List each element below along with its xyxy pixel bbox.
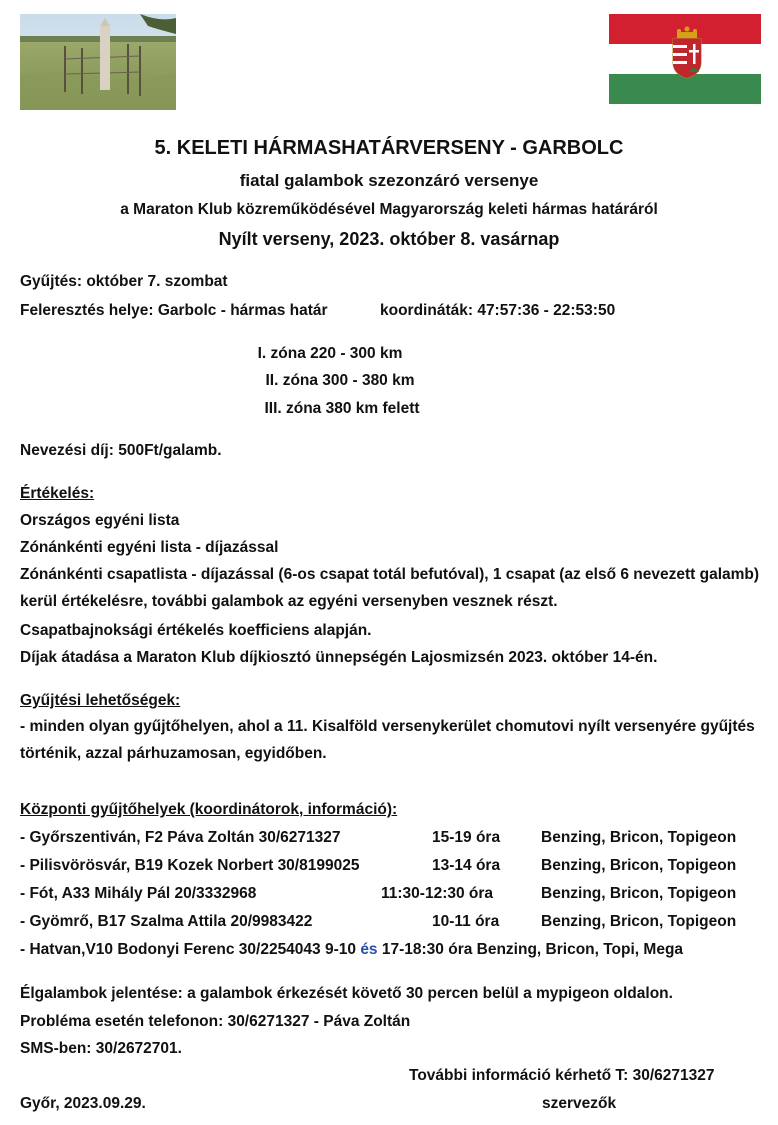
collection-point-time-systems: 17-18:30 óra Benzing, Bricon, Topi, Mega [381,941,684,958]
zone-3: III. zóna 380 km felett [264,400,420,417]
collection-point-place: - Gyömrő, B17 Szalma Attila 20/9983422 [20,913,313,930]
conjunction-text: és [360,941,378,958]
page-title: 5. KELETI HÁRMASHATÁRVERSENY - GARBOLC [154,137,624,159]
coat-of-arms-icon [673,27,701,79]
evaluation-heading: Értékelés: [20,485,95,502]
evaluation-line: Zónánkénti egyéni lista - díjazással [20,539,279,556]
evaluation-line: Zónánkénti csapatlista - díjazással (6-os csapat totál befutóval), 1 csapat (az első 6 nevezett galamb) kerül értékelésre, további galambok az egyéni versenyben vesznek részt. [20,566,760,610]
collection-point-row-hatvan [20,941,683,959]
zone-1: I. zóna 220 - 300 km [257,345,403,362]
collection-date: Gyűjtés: október 7. szombat [20,273,228,290]
organizer-line: a Maraton Klub közreműködésével Magyarország keleti hármas határáról [120,201,658,218]
more-info-phone: További információ kérhető T: 30/6271327 [409,1067,715,1084]
landscape-photo [20,14,176,110]
collection-point-place: - Fót, A33 Mihály Pál 20/3332968 [20,885,257,902]
collection-point-time: 15-19 óra [432,829,501,846]
coordinates: koordináták: 47:57:36 - 22:53:50 [380,302,616,319]
collection-point-systems: Benzing, Bricon, Topigeon [541,885,737,902]
hungarian-flag-icon [609,14,761,104]
collection-point-systems: Benzing, Bricon, Topigeon [541,829,737,846]
collection-point-place: - Győrszentiván, F2 Páva Zoltán 30/6271327 [20,829,341,846]
collection-point-time: 11:30-12:30 óra [381,885,494,902]
organizers-signature: szervezők [542,1095,617,1112]
race-date-line: Nyílt verseny, 2023. október 8. vasárnap [218,229,560,249]
central-points-heading: Központi gyűjtőhelyek (koordinátorok, információ): [20,801,398,818]
zone-2: II. zóna 300 - 380 km [265,372,415,389]
collection-options-heading: Gyűjtési lehetőségek: [20,692,181,709]
problem-phone-line: Probléma esetén telefonon: 30/6271327 - Páva Zoltán [20,1013,411,1030]
collection-point-time: 13-14 óra [432,857,501,874]
flag-green-stripe [609,74,761,104]
collection-point-systems: Benzing, Bricon, Topigeon [541,913,737,930]
evaluation-line: Díjak átadása a Maraton Klub díjkiosztó ünnepségén Lajosmizsén 2023. október 14-én. [20,649,658,666]
collection-point-place: - Hatvan,V10 Bodonyi Ferenc 30/2254043 9-10 [20,941,356,958]
place-date: Győr, 2023.09.29. [20,1095,146,1112]
release-place: Feleresztés helye: Garbolc - hármas határ [20,302,328,319]
collection-point-place: - Pilisvörösvár, B19 Kozek Norbert 30/8199025 [20,857,360,874]
subtitle: fiatal galambok szezonzáró versenye [239,171,539,190]
reporting-line: Élgalambok jelentése: a galambok érkezését követő 30 percen belül a mypigeon oldalon. [20,985,673,1002]
collection-point-time: 10-11 óra [432,913,500,930]
evaluation-line: Csapatbajnoksági értékelés koefficiens alapján. [20,622,372,639]
collection-point-systems: Benzing, Bricon, Topigeon [541,857,737,874]
sms-line: SMS-ben: 30/2672701. [20,1040,182,1057]
collection-options-text: - minden olyan gyűjtőhelyen, ahol a 11. Kisalföld versenykerület chomutovi nyílt versenyére gyűjtés történik, azzal párhuzamosan, egyidőben. [20,718,755,762]
entry-fee: Nevezési díj: 500Ft/galamb. [20,442,222,459]
landscape-photo-graphic [20,14,176,110]
evaluation-line: Országos egyéni lista [20,512,180,529]
